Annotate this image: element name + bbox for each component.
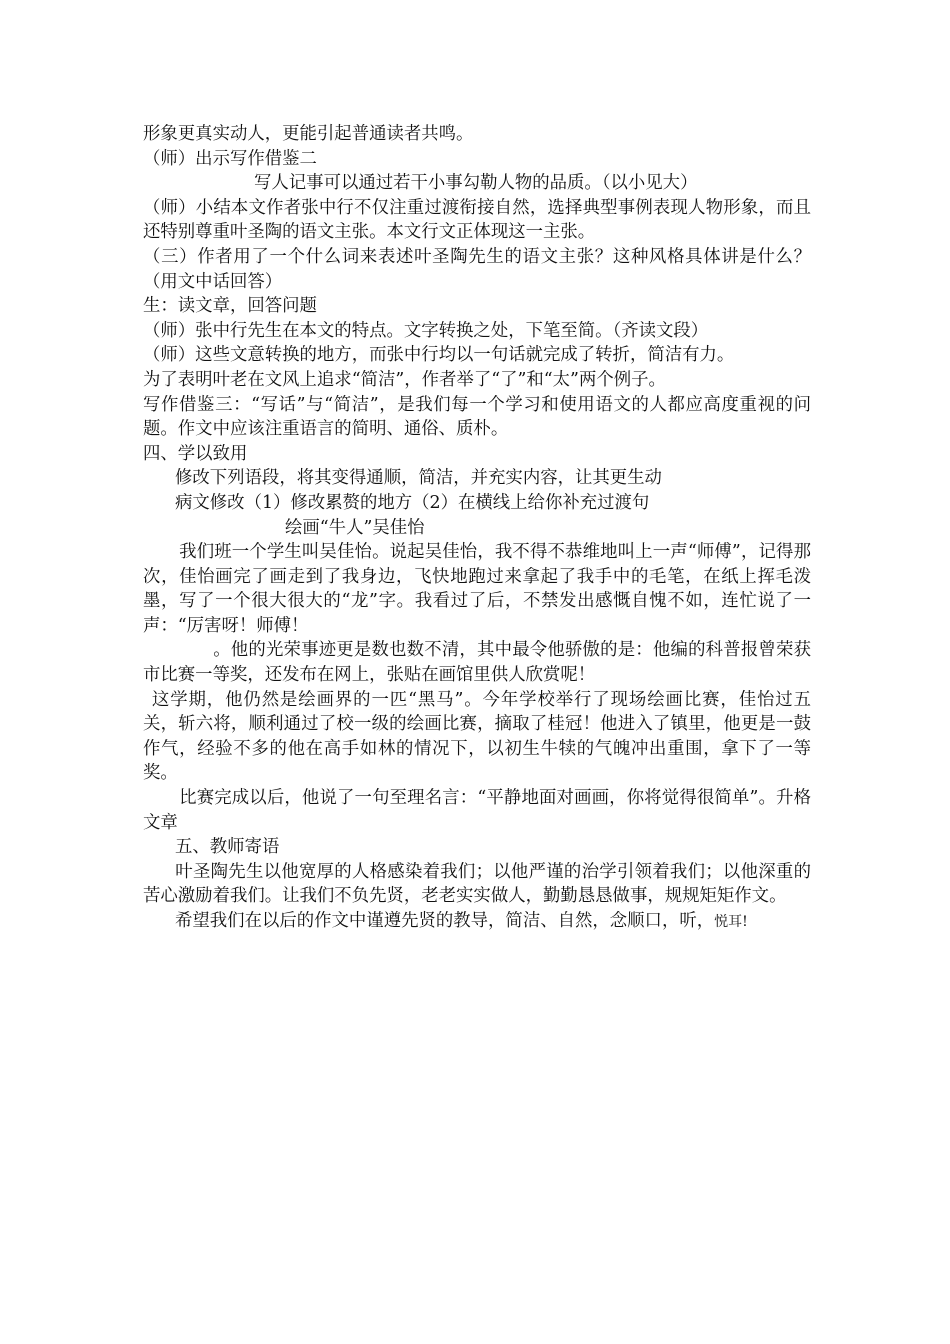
paragraph-text-end: 悦耳! [714,914,748,930]
paragraph-line: （师）这些文意转换的地方，而张中行均以一句话就完成了转折，简洁有力。 [143,345,735,366]
essay-title: 绘画“牛人”吴佳怡 [285,517,425,538]
paragraph: （三）作者用了一个什么词来表述叶圣陶先生的语文主张？这种风格具体讲是什么？（用文中话回答） [143,246,811,292]
section-heading: 四、学以致用 [143,443,248,464]
paragraph-line: 修改下列语段，将其变得通顺，简洁，并充实内容，让其更生动 [175,468,662,489]
paragraph-text: 我们班一个学生叫吴佳怡。说起吴佳怡，我不得不恭维地叫上一声“师傅”，记得那次，佳怡画完了画走到了我身边，飞快地跑过来拿起了我手中的毛笔，在纸上挥毛泼墨，写了一个很大很大的“龙”字。我看过了后，不禁发出感慨自愧不如，连忙说了一声：“厉害呀！师傅！ [143,542,811,636]
paragraph [143,786,811,835]
paragraph-text: 比赛完成以后，他说了一句至理名言：“平静地面对画画，你将觉得很简单”。升格文章 [143,788,811,833]
paragraph-line: 生：读文章，回答问题 [143,296,317,317]
paragraph: 写作借鉴三：“写话”与“简洁”，是我们每一个学习和使用语文的人都应高度重视的问题。作文中应该注重语言的简明、通俗、质朴。 [143,394,811,440]
centered-line: 写人记事可以通过若干小事勾勒人物的品质。（以小见大） [254,173,698,194]
paragraph-text: 。他的光荣事迹更是数也数不清，其中最令他骄傲的是：他编的科普报曾荣获市比赛一等奖，还发布在网上，张贴在画馆里供人欣赏呢！ [143,640,811,686]
paragraph-line: （师）张中行先生在本文的特点。文字转换之处，下笔至简。（齐读文段） [143,320,709,341]
paragraph [143,638,811,687]
section-heading: 五、教师寄语 [175,837,280,858]
paragraph-line: 为了表明叶老在文风上追求“简洁”，作者举了“了”和“太”两个例子。 [143,369,666,390]
paragraph-line: 病文修改（1）修改累赘的地方（2）在横线上给你补充过渡句 [175,492,650,513]
paragraph-line: 形象更真实动人，更能引起普通读者共鸣。 [143,124,474,144]
document-page [143,122,811,935]
paragraph [143,540,811,638]
paragraph-text: 叶圣陶先生以他宽厚的人格感染着我们；以他严谨的治学引领着我们；以他深重的苦心激励着我们。让我们不负先贤，老老实实做人，勤勤恳恳做事，规规矩矩作文。 [143,861,811,907]
paragraph [143,860,811,909]
paragraph [143,688,811,786]
paragraph-text: 这学期，他仍然是绘画界的一匹“黑马”。今年学校举行了现场绘画比赛，佳怡过五关，斩六将，顺利通过了校一级的绘画比赛，摘取了桂冠！他进入了镇里，他更是一鼓作气，经验不多的他在高手如林的情况下，以初生牛犊的气魄冲出重围，拿下了一等奖。 [143,689,811,784]
paragraph: （师）小结本文作者张中行不仅注重过渡衔接自然，选择典型事例表现人物形象，而且还特别尊重叶圣陶的语文主张。本文行文正体现这一主张。 [143,197,811,243]
paragraph-line [143,909,811,935]
paragraph-line: （师）出示写作借鉴二 [143,148,317,169]
paragraph-text: 希望我们在以后的作文中谨遵先贤的教导，简洁、自然，念顺口，听， [175,911,715,931]
